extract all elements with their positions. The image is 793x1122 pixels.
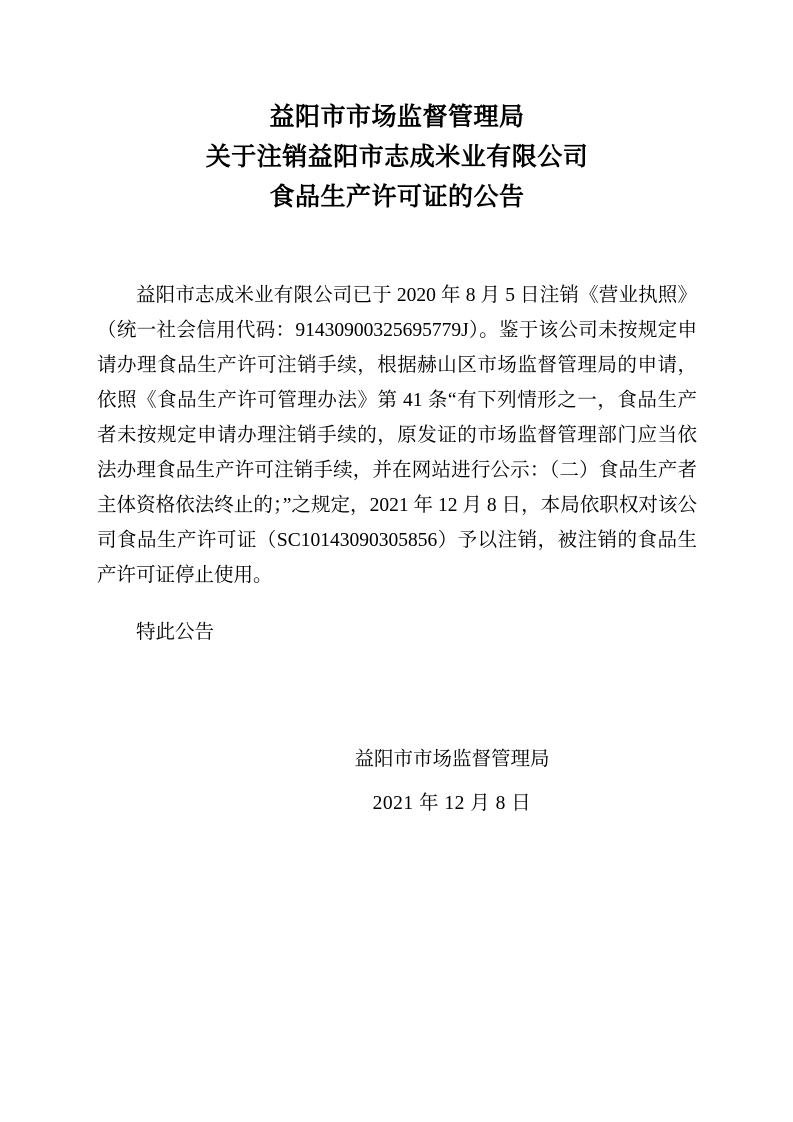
signature-date: 2021 年 12 月 8 日 xyxy=(372,793,532,814)
signature-issuer: 益阳市市场监督管理局 xyxy=(354,749,550,770)
signature-block xyxy=(97,738,697,826)
body-paragraph-1: 益阳市志成米业有限公司已于 2020 年 8 月 5 日注销《营业执照》（统一社会信用代码：91430900325695779J）。鉴于该公司未按规定申请办理食品生产许可注销手续，根据赫山区市场监督管理局的申请，依照《食品生产许可管理办法》第 41 条“有下列情形之一，食品生产者未按规定申请办理注销手续的，原发证的市场监督管理部门应当依法办理食品生产许可注销手续，并在网站进行公示：（二）食品生产者主体资格依法终止的；”之规定，2021 年 12 月 8 日，本局依职权对该公司食品生产许可证（SC10143090305856）予以注销，被注销的食品生产许可证停止使用。 xyxy=(97,285,697,586)
body-paragraph-2: 特此公告 xyxy=(136,622,215,643)
document-title xyxy=(97,98,697,218)
title-line-2: 关于注销益阳市志成米业有限公司 xyxy=(205,144,589,171)
title-line-3: 食品生产许可证的公告 xyxy=(269,184,525,211)
document-body xyxy=(97,0,697,826)
title-line-1: 益阳市市场监督管理局 xyxy=(269,104,525,131)
